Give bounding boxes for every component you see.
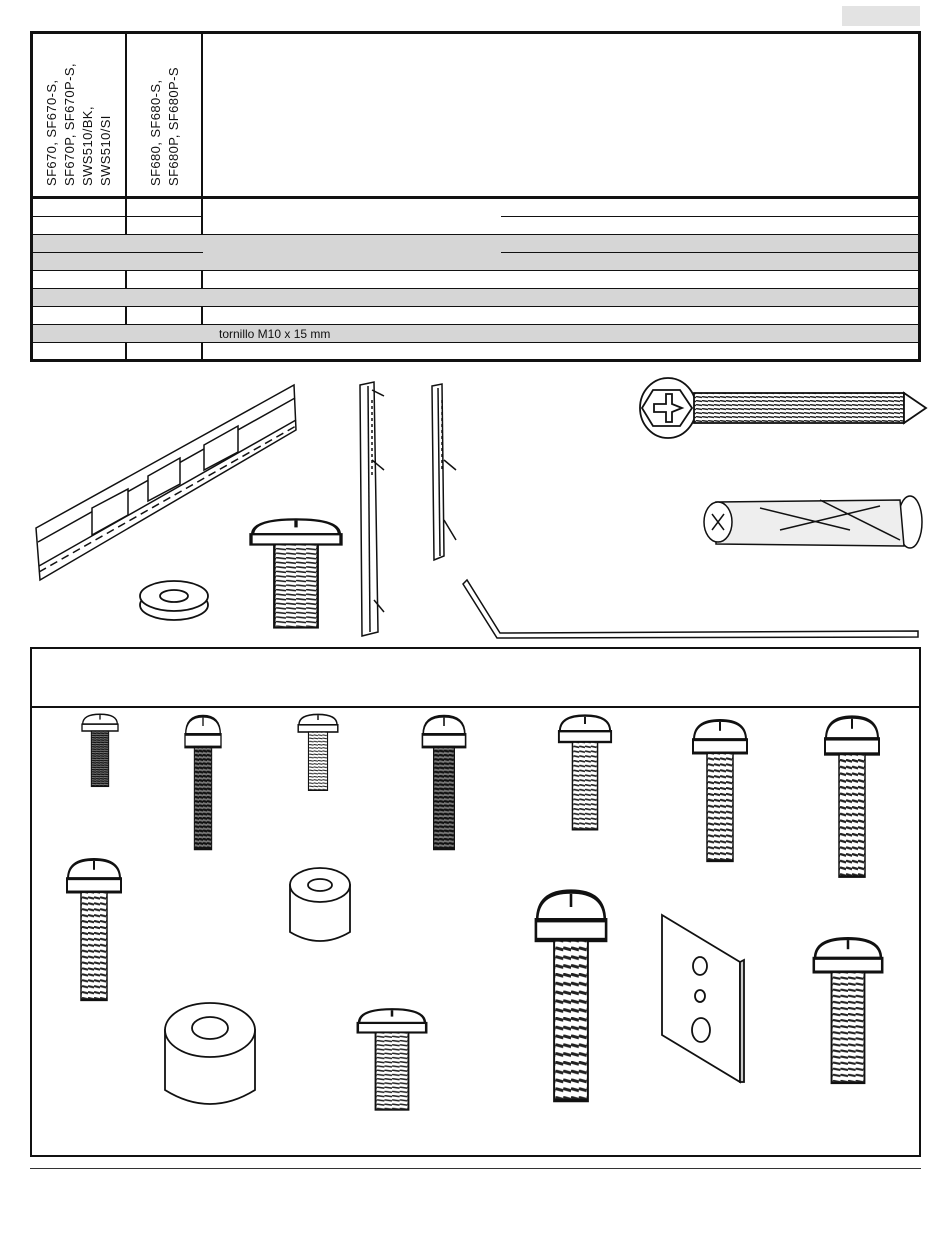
- spacer-icon: [290, 868, 350, 941]
- hardware-screw-icon: [422, 716, 465, 849]
- model-line: SF670, SF670-S,: [44, 79, 59, 186]
- model-line: SF680, SF680-S,: [148, 79, 163, 186]
- hardware-screw-icon: [358, 1009, 426, 1110]
- hardware-screw-icon: [185, 716, 221, 849]
- model-line: SWS510/BK,: [80, 106, 95, 186]
- adapter-plate-icon: [662, 915, 744, 1082]
- row-description: tornillo M10 x 15 mm: [219, 327, 331, 341]
- hardware-screw-icon: [536, 892, 606, 1101]
- m10-bolt-icon: [251, 519, 341, 627]
- hardware-screw-icon: [298, 714, 338, 790]
- spacer-icon: [165, 1003, 255, 1104]
- concrete-anchor-icon: [704, 496, 922, 548]
- hardware-screw-icon: [67, 859, 121, 1000]
- upright-bracket-left-icon: [360, 382, 384, 636]
- wall-plate-icon: [36, 385, 296, 580]
- lag-bolt-icon: [640, 378, 926, 438]
- model-line: SF670P, SF670P-S,: [62, 63, 77, 186]
- model-line: SWS510/SI: [98, 115, 113, 186]
- washer-icon: [140, 581, 208, 620]
- hardware-screw-icon: [82, 714, 118, 786]
- hardware-screw-icon: [693, 720, 747, 861]
- hardware-screw-icon: [814, 939, 882, 1083]
- model-line: SF680P, SF680P-S: [166, 67, 181, 186]
- hardware-screw-icon: [559, 716, 611, 830]
- upright-bracket-right-icon: [432, 384, 456, 560]
- hex-key-icon: [463, 580, 918, 638]
- hardware-screw-icon: [825, 717, 879, 877]
